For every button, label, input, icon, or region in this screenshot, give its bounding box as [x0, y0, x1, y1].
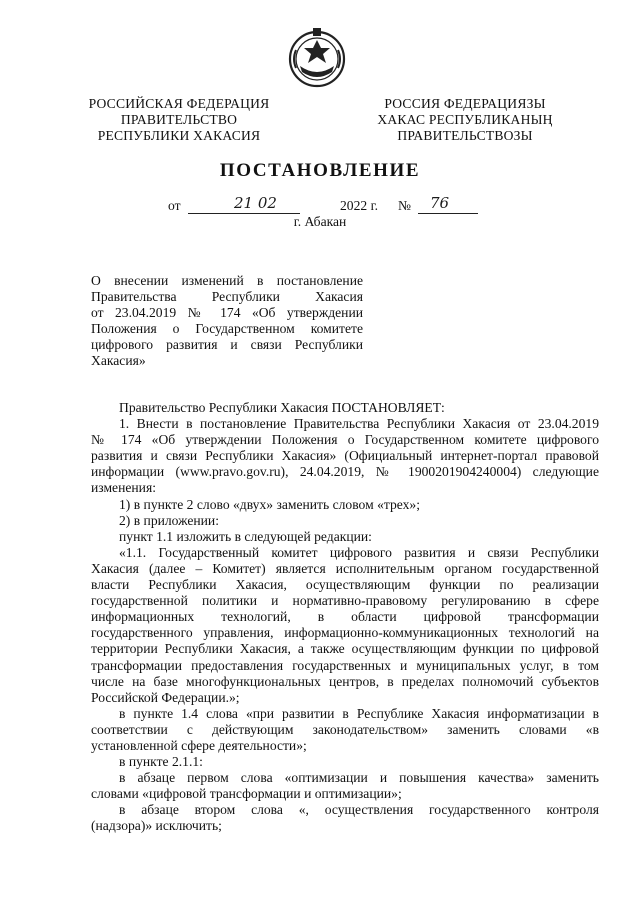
subject-line: цифрового развития и связи Республики	[91, 337, 363, 352]
body-line: № 174 «Об утверждении Положения о Государственном комитете цифрового	[91, 432, 599, 448]
body-line: словами «цифровой трансформации и оптимизации»;	[91, 786, 402, 802]
subject-block	[91, 273, 363, 369]
body-line: в абзаце первом слова «оптимизации и повышения качества» заменить	[119, 770, 599, 786]
body-line: 1) в пункте 2 слово «двух» заменить словом «трех»;	[119, 496, 421, 512]
header-left-line: РЕСПУБЛИКИ ХАКАСИЯ	[97, 128, 261, 143]
body-line: трансформации предоставления государственных и муниципальных услуг, в том	[91, 657, 599, 673]
body-line: изменения:	[91, 480, 156, 496]
subject-line: О внесении изменений в постановление	[91, 273, 363, 288]
header-left-line: РОССИЙСКАЯ ФЕДЕРАЦИЯ	[88, 96, 270, 111]
header-right-line: ХАКАС РЕСПУБЛИКАНЫҢ	[377, 112, 553, 127]
body-line: числе на базе многофункциональных центров, в пределах полномочий субъектов	[91, 673, 599, 689]
body-line: (надзора)» исключить;	[91, 818, 222, 834]
subject-line: Хакасия»	[91, 353, 146, 368]
body-line: установленной сфере деятельности»;	[91, 737, 307, 753]
number-sign: №	[398, 198, 411, 213]
date-prefix: от	[168, 198, 181, 213]
subject-line: от 23.04.2019 № 174 «Об утверждении	[91, 305, 363, 320]
body-line: в пункте 2.1.1:	[119, 754, 203, 770]
document-body	[91, 400, 599, 835]
body-line: государственного управления, информационно-коммуникационных технологий на	[91, 625, 599, 641]
body-line: 1. Внести в постановление Правительства Республики Хакасия от 23.04.2019	[119, 416, 599, 432]
header-right-line: ПРАВИТЕЛЬСТВОЗЫ	[397, 128, 533, 143]
header-left-block	[64, 96, 294, 144]
header-right-block	[350, 96, 580, 144]
body-line: территории Республики Хакасия, а также осуществляющим функции по цифровой	[91, 641, 599, 657]
city-label: г. Абакан	[293, 214, 347, 229]
body-line: пункт 1.1 изложить в следующей редакции:	[119, 528, 372, 544]
body-line: в абзаце втором слова «, осуществления государственного контроля	[119, 802, 599, 818]
subject-line: Правительства Республики Хакасия	[91, 289, 363, 304]
handwritten-date: 21 02	[234, 194, 277, 212]
handwritten-number: 76	[430, 194, 450, 212]
body-line: власти Республики Хакасия, осуществляющим функции по реализации	[91, 577, 599, 593]
body-line: Хакасия (далее – Комитет) является исполнительным органом государственной	[91, 560, 599, 576]
body-line: «1.1. Государственный комитет цифрового развития и связи Республики	[119, 544, 599, 560]
header-left-line: ПРАВИТЕЛЬСТВО	[120, 112, 238, 127]
body-line: государственной политики и нормативно-правовому регулированию в сфере	[91, 593, 599, 609]
body-line: Российской Федерации.»;	[91, 689, 240, 705]
body-line: в пункте 1.4 слова «при развитии в Республике Хакасия информатизации в	[119, 705, 599, 721]
body-line: Правительство Республики Хакасия ПОСТАНОВЛЯЕТ:	[119, 400, 445, 415]
body-line: соответствии с действующим законодательством» заменить словами «в	[91, 721, 599, 737]
body-line: информации (www.pravo.gov.ru), 24.04.2019, № 1900201904240004) следующие	[91, 464, 599, 480]
subject-line: Положения о Государственном комитете	[91, 321, 363, 336]
body-line: информационных технологий, в области цифровой трансформации	[91, 609, 599, 625]
body-line: 2) в приложении:	[119, 512, 219, 528]
header-right-line: РОССИЯ ФЕДЕРАЦИЯЗЫ	[384, 96, 546, 111]
date-year: 2022 г.	[340, 198, 379, 213]
coat-of-arms-emblem	[286, 26, 348, 88]
body-line: развития и связи Республики Хакасия» (Официальный интернет-портал правовой	[91, 448, 599, 464]
document-title: ПОСТАНОВЛЕНИЕ	[219, 160, 421, 181]
